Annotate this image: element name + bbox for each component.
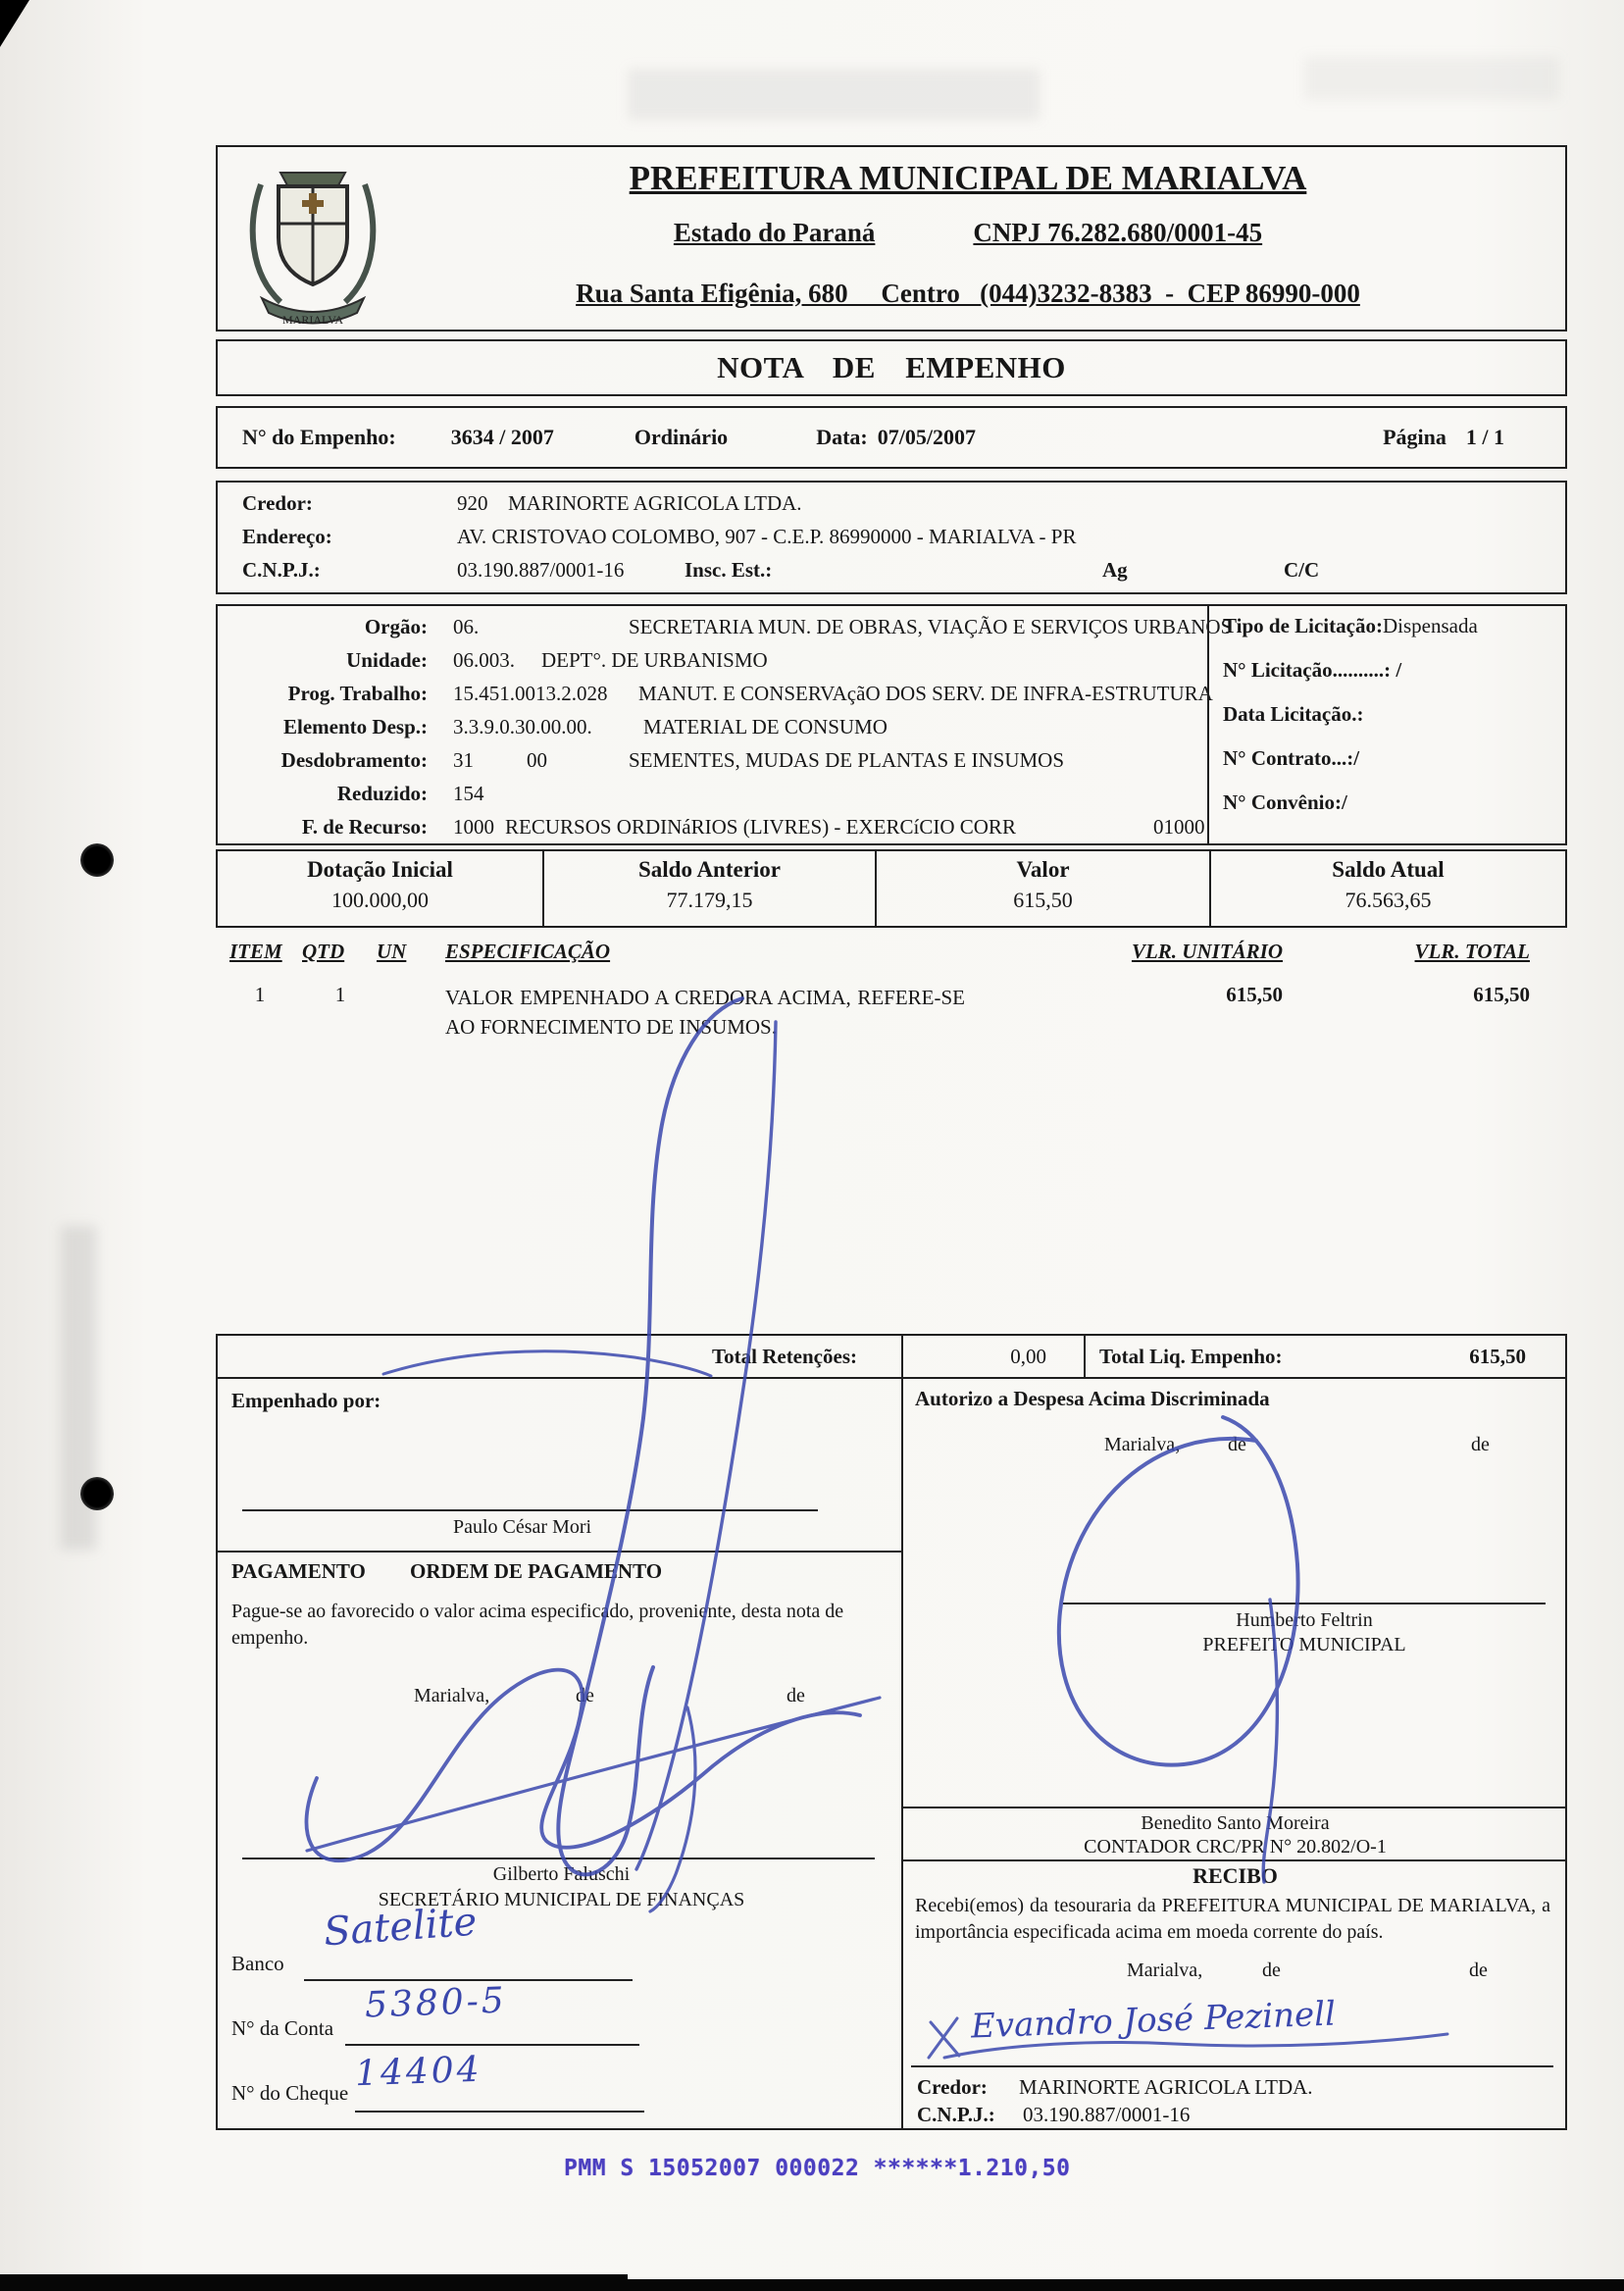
balance-header: Saldo Atual [1332, 857, 1445, 882]
creditor-row-address [242, 525, 1565, 558]
budget-code: 06. [453, 615, 480, 638]
scan-smudge-top [628, 69, 1040, 120]
cnpj-value: 03.190.887/0001-16 [457, 558, 625, 582]
recibo-divider [903, 1859, 1565, 1861]
cross-v [309, 193, 317, 214]
budget-label: Reduzido: [336, 782, 428, 805]
recibo-de-2: de [1469, 1960, 1488, 1981]
item-total-value: 615,50 [1473, 983, 1530, 1006]
recibo-city: Marialva, [1127, 1960, 1203, 1981]
contador-divider [903, 1807, 1565, 1808]
banco-label: Banco [231, 1952, 284, 1975]
prefeito-signature-line [1063, 1603, 1546, 1604]
prefeito-name: Humberto Feltrin [1236, 1609, 1373, 1631]
empenhado-name: Paulo César Mori [453, 1516, 592, 1538]
col-vlr-total: VLR. TOTAL [1414, 940, 1530, 963]
conta-line [345, 2044, 639, 2046]
scan-smudge-top-right [1304, 57, 1559, 100]
ag-label: Ag [1102, 558, 1128, 582]
budget-desc: MANUT. E CONSERVAçãO DOS SERV. DE INFRA-ESTRUTURA [638, 682, 1213, 705]
credor-label: Credor: [242, 491, 313, 515]
col-item: ITEM [229, 940, 282, 963]
total-retencoes-value-cell [903, 1336, 1086, 1377]
licitacao-tipo-label: Tipo de Licitação: [1223, 614, 1383, 637]
contador-title: CONTADOR CRC/PR N° 20.802/O-1 [1084, 1836, 1387, 1858]
payment-stamp: PMM S 15052007 000022 ******1.210,50 [564, 2156, 1071, 2181]
endereco-label: Endereço: [242, 525, 332, 548]
budget-label: Orgão: [364, 615, 428, 638]
handwritten-cheque: 14404 [354, 2049, 483, 2095]
cheque-line [355, 2111, 644, 2113]
total-liq-value: 615,50 [1469, 1345, 1526, 1368]
balance-value: 100.000,00 [331, 888, 429, 912]
contador-name: Benedito Santo Moreira [1141, 1812, 1330, 1834]
col-vlr-unitario: VLR. UNITÁRIO [1131, 940, 1283, 963]
empenhado-signature-line [242, 1509, 818, 1511]
col-un: UN [377, 940, 407, 963]
empenho-row [216, 406, 1567, 469]
prefeito-title: PREFEITO MUNICIPAL [1202, 1634, 1406, 1655]
handwritten-conta: 5380-5 [364, 1980, 508, 2026]
doc-title-band [216, 339, 1567, 396]
handwritten-banco: Satelite [322, 1899, 479, 1956]
balance-value: 615,50 [1013, 888, 1073, 912]
budget-code: 15.451.0013.2.028 [453, 682, 608, 705]
col-especificacao: ESPECIFICAÇÃO [445, 940, 611, 963]
header-address: Rua Santa Efigênia, 680 Centro (044)3232-8383 - CEP 86990-000 [576, 279, 1360, 308]
budget-desc: RECURSOS ORDINáRIOS (LIVRES) - EXERCíCIO CORR [505, 815, 1016, 839]
lower-left-box [216, 1377, 903, 2130]
empenhado-por-label: Empenhado por: [231, 1389, 381, 1412]
budget-code: 1000 [453, 815, 494, 839]
recibo-credor-value: MARINORTE AGRICOLA LTDA. [1019, 2075, 1313, 2099]
cc-label: C/C [1284, 558, 1320, 582]
licitacao-data: Data Licitação.: [1223, 702, 1364, 726]
autorizo-de-1: de [1228, 1434, 1246, 1455]
budget-code: 06.003. [453, 648, 515, 672]
doc-title: NOTA DE EMPENHO [717, 350, 1066, 384]
endereco-value: AV. CRISTOVAO COLOMBO, 907 - C.E.P. 86990000 - MARIALVA - PR [457, 525, 1077, 548]
budget-extra-code: 01000 [1153, 815, 1205, 839]
pagamento-title: PAGAMENTO [231, 1559, 366, 1583]
item-qtd-cell: 1 [334, 983, 346, 1006]
budget-desc: MATERIAL DE CONSUMO [643, 715, 888, 738]
secretario-name: Gilberto Faluschi [492, 1863, 631, 1885]
hole-punch-bottom [80, 1477, 114, 1510]
budget-code: 154 [453, 782, 484, 805]
budget-label: Desdobramento: [280, 748, 428, 772]
cnpj-label: C.N.P.J.: [242, 558, 321, 582]
pagamento-de-1: de [576, 1685, 594, 1706]
header-box [216, 145, 1567, 331]
recibo-cnpj-value: 03.190.887/0001-16 [1023, 2103, 1191, 2126]
recibo-credor-label: Credor: [917, 2075, 988, 2099]
totals-row [216, 1334, 1567, 1379]
recibo-signature-line [911, 2065, 1553, 2067]
item-number-cell: 1 [254, 983, 266, 1006]
licitacao-numero: N° Licitação..........: / [1223, 658, 1402, 682]
item-un-cell [377, 983, 445, 1042]
licitacao-tipo [1223, 614, 1569, 658]
scan-corner-artifact [0, 0, 29, 47]
budget-code2: 00 [527, 748, 547, 772]
cheque-label: N° do Cheque [231, 2081, 349, 2105]
balance-header: Saldo Anterior [637, 857, 782, 882]
budget-label: F. de Recurso: [301, 815, 428, 839]
balance-col-saldo-anterior [544, 851, 877, 926]
pagamento-de-2: de [787, 1685, 805, 1706]
creditor-box [216, 481, 1567, 594]
pagamento-body: Pague-se ao favorecido o valor acima especificado, proveniente, desta nota de empenho. [231, 1601, 844, 1649]
banner-text: MARIALVA [281, 313, 344, 327]
budget-label: Unidade: [346, 648, 428, 672]
budget-label: Elemento Desp.: [283, 715, 428, 738]
budget-code: 31 [453, 748, 474, 772]
licitacao-tipo-value: Dispensada [1382, 614, 1478, 637]
item-spec-cell [445, 983, 1057, 1042]
autorizo-de-2: de [1471, 1434, 1490, 1455]
secretario-title: SECRETÁRIO MUNICIPAL DE FINANÇAS [378, 1889, 745, 1910]
header-address-line [384, 279, 1551, 309]
municipal-coat-of-arms [239, 153, 386, 328]
empenho-number-label: N° do Empenho: [242, 425, 396, 449]
empenho-page-label: Página [1383, 425, 1446, 449]
pagamento-city: Marialva, [414, 1685, 490, 1706]
crown [280, 173, 345, 185]
header-cnpj: CNPJ 76.282.680/0001-45 [973, 218, 1263, 247]
balance-header: Dotação Inicial [307, 857, 453, 882]
licitacao-contrato: N° Contrato...:/ [1223, 746, 1360, 770]
empenho-page: 1 / 1 [1465, 425, 1504, 449]
total-retencoes-value: 0,00 [1010, 1345, 1046, 1368]
balance-col-saldo-atual [1211, 851, 1565, 926]
empenho-date-label: Data: [816, 425, 868, 449]
creditor-row-name [242, 491, 1565, 525]
balance-col-dotacao [218, 851, 544, 926]
balance-value: 77.179,15 [666, 888, 753, 912]
recibo-cnpj-label: C.N.P.J.: [917, 2103, 995, 2126]
budget-label: Prog. Trabalho: [287, 682, 428, 705]
budget-desc: SECRETARIA MUN. DE OBRAS, VIAÇÃO E SERVIÇOS URBANOS [629, 615, 1233, 638]
item-unit-value: 615,50 [1226, 983, 1283, 1006]
budget-desc: DEPT°. DE URBANISMO [541, 648, 768, 672]
recibo-body: Recebi(emos) da tesouraria da PREFEITURA MUNICIPAL DE MARIALVA, a importância especificada acima em moeda corrente do país. [915, 1895, 1550, 1943]
items-header [216, 940, 1567, 964]
conta-label: N° da Conta [231, 2016, 334, 2040]
empenho-date: 07/05/2007 [877, 425, 976, 449]
budget-box [216, 604, 1567, 845]
licitacao-column [1207, 606, 1569, 843]
handwritten-recibo-signature: Evandro José Pezinell [970, 1994, 1337, 2047]
pagamento-divider [218, 1551, 901, 1553]
total-liq-label: Total Liq. Empenho: [1099, 1345, 1283, 1368]
budget-desc: SEMENTES, MUDAS DE PLANTAS E INSUMOS [629, 748, 1065, 772]
autorizo-city: Marialva, [1104, 1434, 1181, 1455]
credor-code: 920 [457, 491, 488, 515]
banco-line [304, 1979, 633, 1981]
header-state: Estado do Paraná [673, 218, 876, 247]
scan-bottom-strip-left [0, 2274, 628, 2291]
budget-code: 3.3.9.0.30.00.00. [453, 715, 592, 738]
balance-col-valor [877, 851, 1211, 926]
autorizo-title: Autorizo a Despesa Acima Discriminada [915, 1387, 1270, 1410]
total-retencoes-cell [218, 1336, 903, 1377]
hole-punch-top [80, 843, 114, 877]
recibo-title: RECIBO [1193, 1863, 1278, 1888]
empenho-kind: Ordinário [634, 425, 729, 449]
credor-name: MARINORTE AGRICOLA LTDA. [508, 491, 802, 515]
total-liq-cell [1086, 1336, 1565, 1377]
secretario-signature-line [242, 1858, 875, 1859]
balance-value: 76.563,65 [1345, 888, 1432, 912]
ordem-pagamento-title: ORDEM DE PAGAMENTO [410, 1559, 663, 1583]
balances-table [216, 849, 1567, 928]
header-title: PREFEITURA MUNICIPAL DE MARIALVA [629, 159, 1307, 197]
header-state-line [384, 218, 1551, 248]
balance-header: Valor [1016, 857, 1070, 882]
item-row [216, 983, 1567, 1042]
empenho-number: 3634 / 2007 [450, 425, 554, 449]
total-retencoes-label: Total Retenções: [712, 1345, 857, 1368]
header-title-line [384, 159, 1551, 198]
licitacao-convenio: N° Convênio:/ [1223, 790, 1347, 814]
col-qtd: QTD [302, 940, 345, 963]
creditor-row-cnpj [242, 558, 1565, 591]
recibo-de-1: de [1262, 1960, 1281, 1981]
item-spec-text: VALOR EMPENHADO A CREDORA ACIMA, REFERE-SE AO FORNECIMENTO DE INSUMOS. [445, 986, 965, 1039]
insc-est-label: Insc. Est.: [685, 558, 773, 582]
